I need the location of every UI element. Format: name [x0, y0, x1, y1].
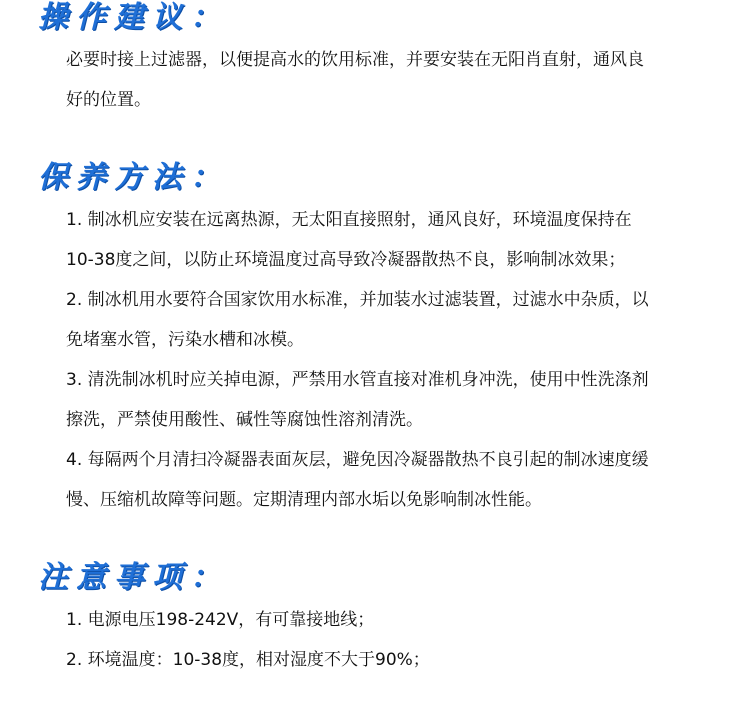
- maintenance-line-1: 1. 制冰机应安装在远离热源，无太阳直接照射，通风良好，环境温度保持在: [66, 210, 632, 230]
- maintenance-line-6: 擦洗，严禁使用酸性、碱性等腐蚀性溶剂清洗。: [66, 410, 423, 430]
- suggestion-line-2: 好的位置。: [66, 90, 151, 110]
- maintenance-line-7: 4. 每隔两个月清扫冷凝器表面灰层，避免因冷凝器散热不良引起的制冰速度缓: [66, 450, 649, 470]
- suggestion-heading: 操作建议：: [38, 0, 228, 35]
- notes-line-1: 1. 电源电压198-242V，有可靠接地线；: [66, 610, 375, 630]
- maintenance-line-3: 2. 制冰机用水要符合国家饮用水标准，并加装水过滤装置，过滤水中杂质，以: [66, 290, 649, 310]
- maintenance-heading: 保养方法：: [38, 160, 228, 195]
- maintenance-line-8: 慢、压缩机故障等问题。定期清理内部水垢以免影响制冰性能。: [66, 490, 542, 510]
- maintenance-line-5: 3. 清洗制冰机时应关掉电源，严禁用水管直接对准机身冲洗，使用中性洗涤剂: [66, 370, 649, 390]
- suggestion-line-1: 必要时接上过滤器，以便提高水的饮用标准，并要安装在无阳肖直射，通风良: [66, 50, 644, 70]
- notes-heading: 注意事项：: [38, 560, 228, 595]
- maintenance-line-2: 10-38度之间，以防止环境温度过高导致冷凝器散热不良，影响制冰效果；: [66, 250, 626, 270]
- notes-line-2: 2. 环境温度：10-38度，相对湿度不大于90%；: [66, 650, 430, 670]
- maintenance-line-4: 免堵塞水管，污染水槽和冰模。: [66, 330, 304, 350]
